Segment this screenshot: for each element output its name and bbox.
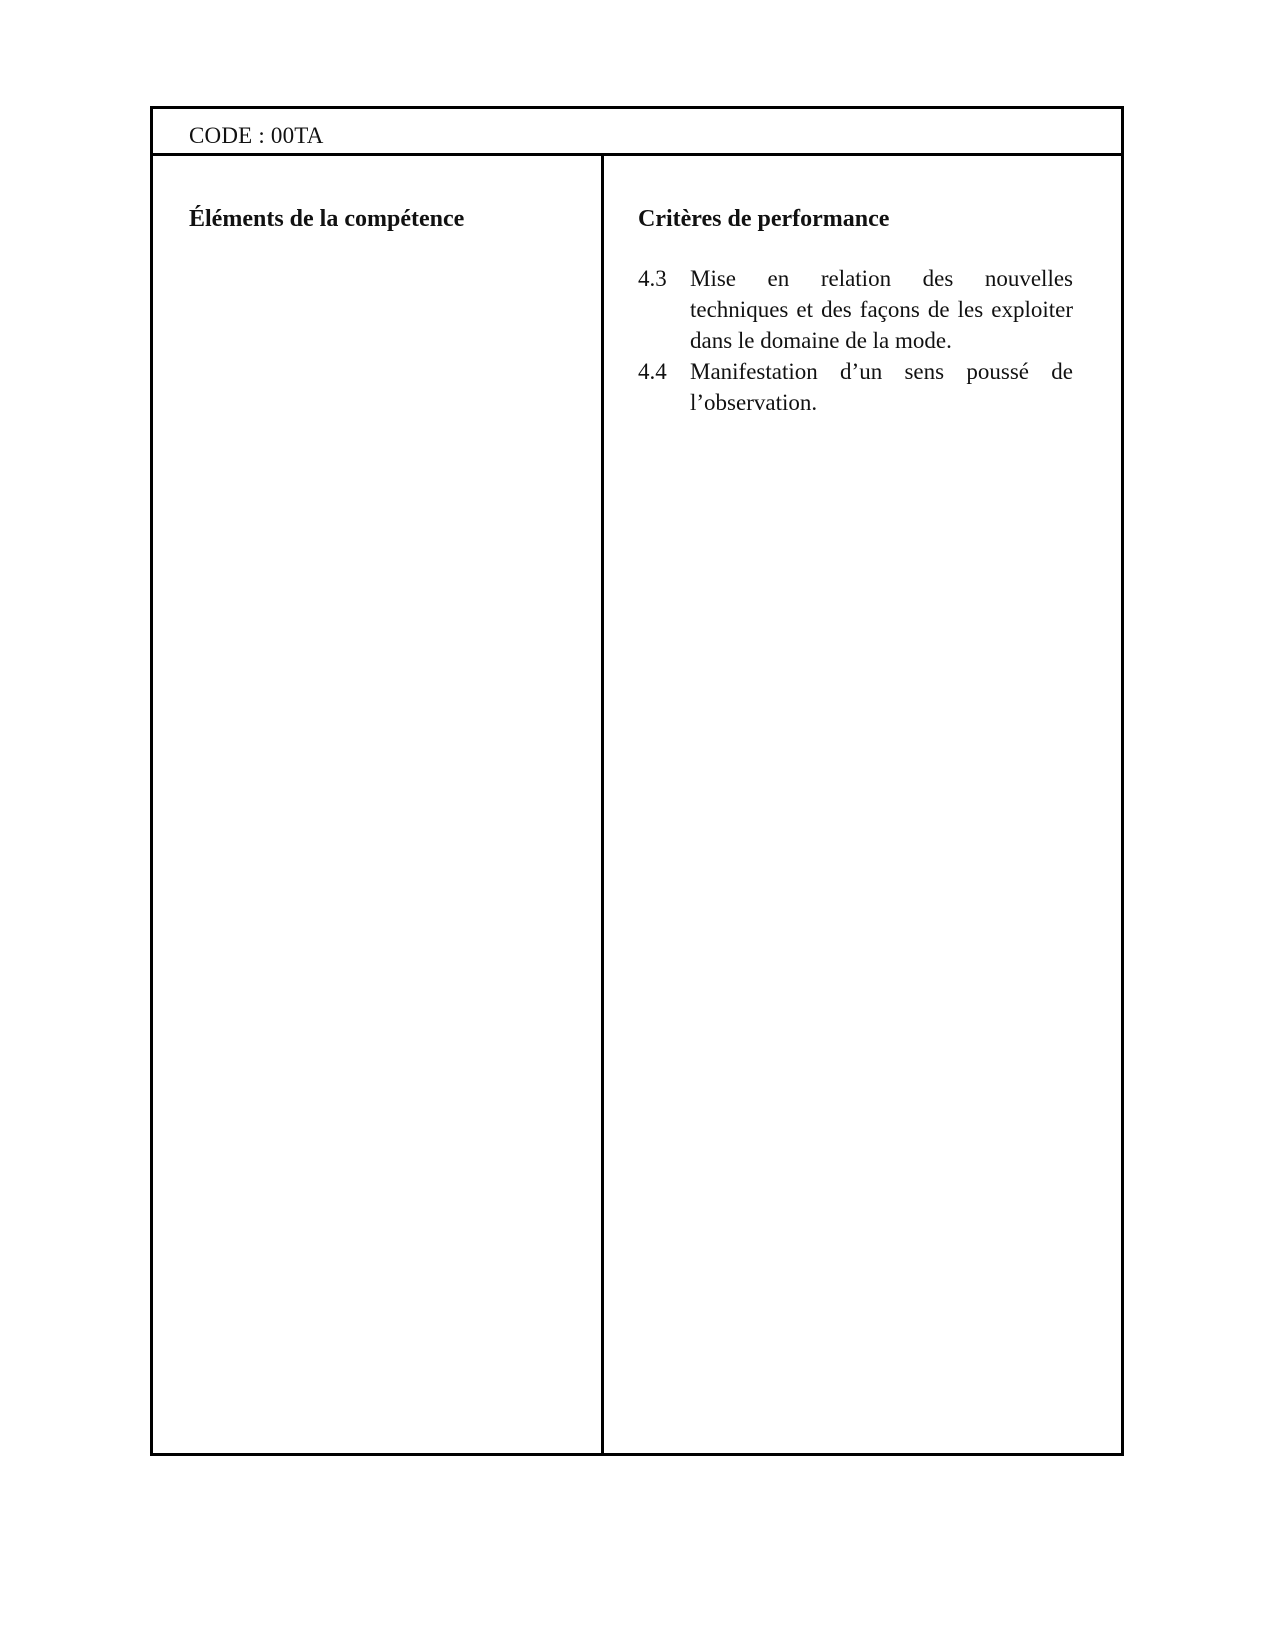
elements-column [189, 207, 579, 231]
criteria-list [638, 263, 1073, 418]
criteria-column [638, 207, 1073, 418]
criterion-item [638, 356, 1073, 418]
elements-heading: Éléments de la compétence [189, 206, 465, 232]
competency-table [150, 106, 1124, 1456]
code-row [153, 109, 1121, 156]
competency-code: CODE : 00TA [189, 123, 324, 148]
criteria-heading: Critères de performance [638, 206, 890, 232]
criterion-text: Manifestation d’un sens poussé de l’observation. [690, 359, 1073, 415]
criterion-item [638, 263, 1073, 356]
criterion-number: 4.3 [638, 266, 667, 291]
criterion-text: Mise en relation des nouvelles techniques et des façons de les exploiter dans le domaine de la mode. [690, 266, 1073, 353]
column-divider [601, 156, 604, 1453]
criterion-number: 4.4 [638, 359, 667, 384]
